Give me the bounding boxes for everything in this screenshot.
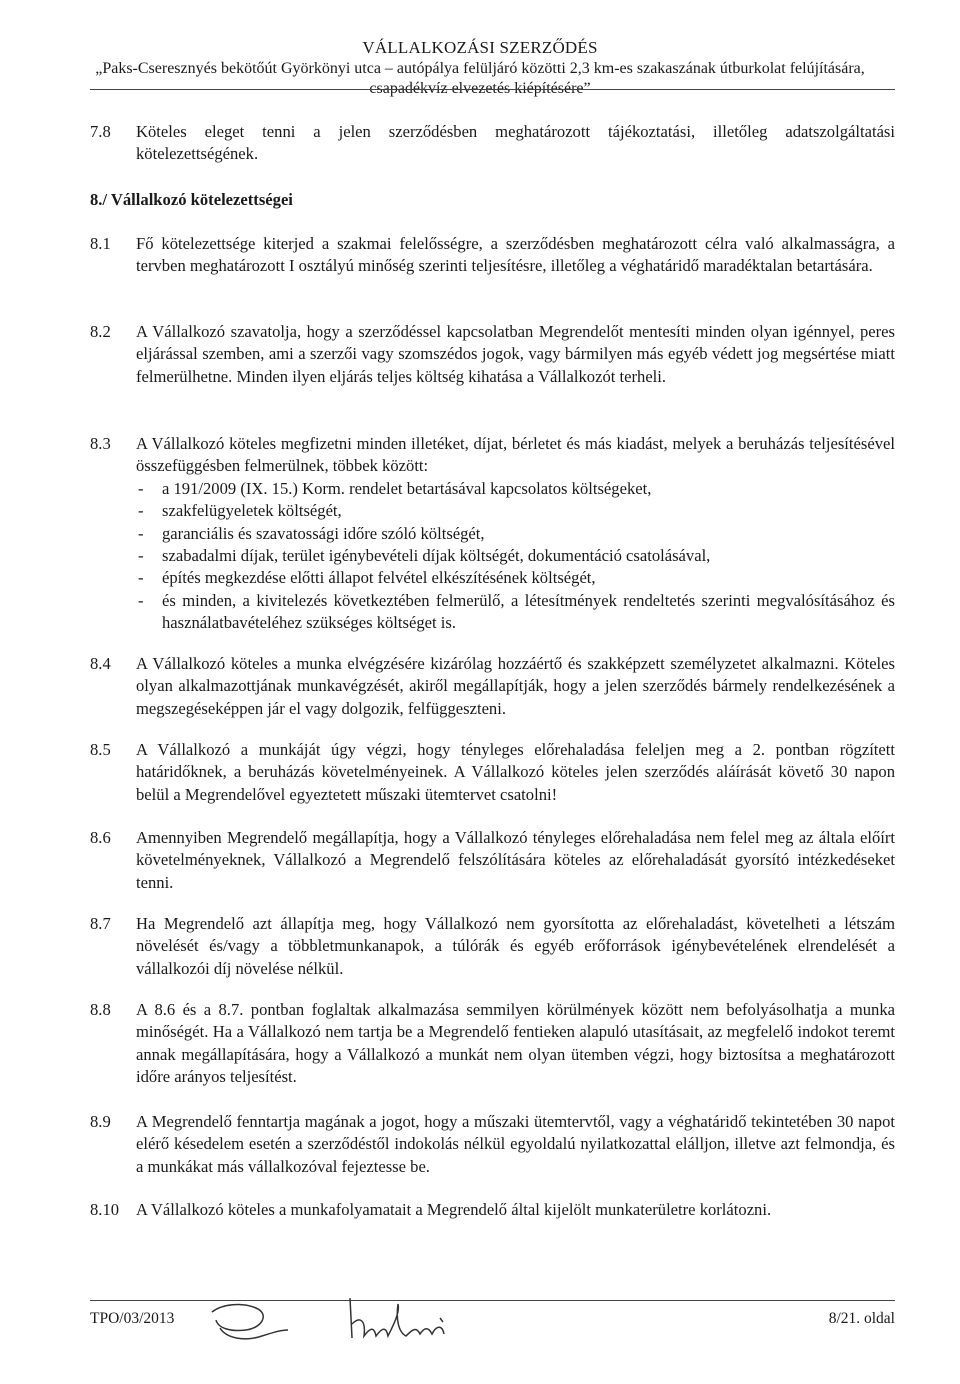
document-code: TPO/03/2013 — [90, 1310, 175, 1327]
clause-text: A Vállalkozó szavatolja, hogy a szerződéssel kapcsolatban Megrendelőt mentesíti minden olyan igénnyel, peres eljárással szemben, ami a szerzői vagy szomszédos jogok, vagy bármilyen más egyéb védett jog megsértése miatt felmerülhetne. Minden ilyen eljárás teljes költség kihatása a Vállalkozót terheli. — [136, 322, 895, 386]
clause-text: Amennyiben Megrendelő megállapítja, hogy a Vállalkozó tényleges előrehaladása nem felel meg az általa előírt követelményeknek, Vállalkozó a Megrendelő felszólítására köteles az előrehaladását gyorsító intézkedéseket tenni. — [136, 828, 895, 892]
clause-text: A Vállalkozó köteles a munka elvégzésére kizárólag hozzáértő és szakképzett személyzetet alkalmazni. Köteles olyan alkalmazottjának munkavégzését, akiről megállapítják, hogy a jelen szerződés bármely rendelkezésének a megszegéseképpen jár el vagy dolgozik, felfüggeszteni. — [136, 654, 895, 718]
clause-8-10 — [90, 1199, 895, 1221]
clause-text: Fő kötelezettsége kiterjed a szakmai felelősségre, a szerződésben meghatározott célra való alkalmasságra, a tervben meghatározott I osztályú minőség szerinti teljesítésre, illetőleg a véghatáridő maradéktalan betartására. — [136, 234, 895, 276]
document-subtitle-line1: „Paks-Csereszny​és bekötőút Györkönyi utca – autópálya felüljáró közötti 2,3 km-es szakaszának útburkolat felújítására, — [95, 59, 865, 77]
clause-text: A Megrendelő fenntartja magának a jogot, hogy a műszaki ütemtervtől, vagy a véghatáridő tekintetében 30 napot elérő késedelem esetén a szerződéstől indokolás nélkül egyoldalú nyilatkozattal elálljon, illetve azt felmondja, és a munkákat más vállalkozóval fejeztesse be. — [136, 1112, 895, 1176]
clause-text: Köteles eleget tenni a jelen szerződésben meghatározott tájékoztatási, illetőleg adatszolgáltatási kötelezettségének. — [136, 122, 895, 164]
list-item: - szakfelügyeletek költségét, — [136, 500, 895, 522]
clause-number: 8.10 — [90, 1200, 120, 1219]
clause-number: 7.8 — [90, 122, 111, 141]
clause-number: 8.8 — [90, 1000, 111, 1019]
header-divider — [90, 89, 895, 90]
clause-8-3 — [90, 433, 895, 635]
list-item: - építés megkezdése előtti állapot felvétel elkészítésének költségét, — [136, 567, 895, 589]
clause-number: 8.4 — [90, 654, 111, 673]
list-item: - és minden, a kivitelezés következtében felmerülő, a létesítmények rendeltetés szerinti megvalósításához és használatbavételéhez szükséges költséget is. — [136, 590, 895, 635]
clause-7-8 — [90, 121, 895, 166]
clause-8-2 — [90, 321, 895, 388]
clause-8-1 — [90, 233, 895, 278]
signature-1 — [200, 1294, 290, 1354]
section-heading: 8./ Vállalkozó kötelezettségei — [90, 190, 293, 209]
clause-number: 8.1 — [90, 234, 111, 253]
clause-text: A Vállalkozó a munkáját úgy végzi, hogy tényleges előrehaladása feleljen meg a 2. pontban rögzített határidőknek, a beruházás követelményeinek. A Vállalkozó köteles jelen szerződés aláírását követő 30 napon belül a Megrendelővel egyeztetett műszaki ütemtervet csatolni! — [136, 740, 895, 804]
clause-intro: A Vállalkozó köteles megfizetni minden illetéket, díjat, bérletet és más kiadást, melyek a beruházás teljesítésével összefüggésben felmerülnek, többek között: — [136, 434, 895, 476]
page-footer — [90, 1308, 895, 1358]
clause-8-6 — [90, 827, 895, 894]
clause-text: A 8.6 és a 8.7. pontban foglaltak alkalmazása semmilyen körülmények között nem befolyásolhatja a munka minőségét. Ha a Vállalkozó nem tartja be a Megrendelő fentieken alapuló utasításait, az megfelelő indokot teremt annak megállapítására, hogy a Vállalkozó a munkát nem olyan ütemben végzi, hogy biztosítsa a meghatározott időre arányos teljesítést. — [136, 1000, 895, 1087]
document-title: VÁLLALKOZÁSI SZERZŐDÉS — [362, 38, 598, 57]
clause-number: 8.2 — [90, 322, 111, 341]
clause-number: 8.9 — [90, 1112, 111, 1131]
clause-number: 8.3 — [90, 434, 111, 453]
list-item: - garanciális és szavatossági időre szóló költségét, — [136, 523, 895, 545]
clause-8-4 — [90, 653, 895, 720]
page-number: 8/21. oldal — [828, 1310, 895, 1327]
list-item: - a 191/2009 (IX. 15.) Korm. rendelet betartásával kapcsolatos költségeket, — [136, 478, 895, 500]
clause-number: 8.5 — [90, 740, 111, 759]
clause-text: A Vállalkozó köteles a munkafolyamatait a Megrendelő által kijelölt munkaterületre korlátozni. — [136, 1200, 772, 1219]
signature-2 — [340, 1294, 480, 1354]
clause-number: 8.6 — [90, 828, 111, 847]
document-header — [0, 38, 960, 100]
cost-list — [136, 478, 895, 635]
clause-8-9 — [90, 1111, 895, 1178]
clause-8-7 — [90, 913, 895, 980]
document-subtitle-line2: csapadékvíz elvezetés kiépítésére” — [369, 80, 591, 97]
clause-8-5 — [90, 739, 895, 806]
clause-text: Ha Megrendelő azt állapítja meg, hogy Vállalkozó nem gyorsította az előrehaladást, követelheti a létszám növelését és/vagy a többletmunkanapok, a túlórák és egyéb erőforrások igénybevételének elrendelését a vállalkozói díj növelése nélkül. — [136, 914, 895, 978]
clause-8-8 — [90, 999, 895, 1089]
list-item: - szabadalmi díjak, terület igénybevételi díjak költségét, dokumentáció csatolásával, — [136, 545, 895, 567]
clause-number: 8.7 — [90, 914, 111, 933]
